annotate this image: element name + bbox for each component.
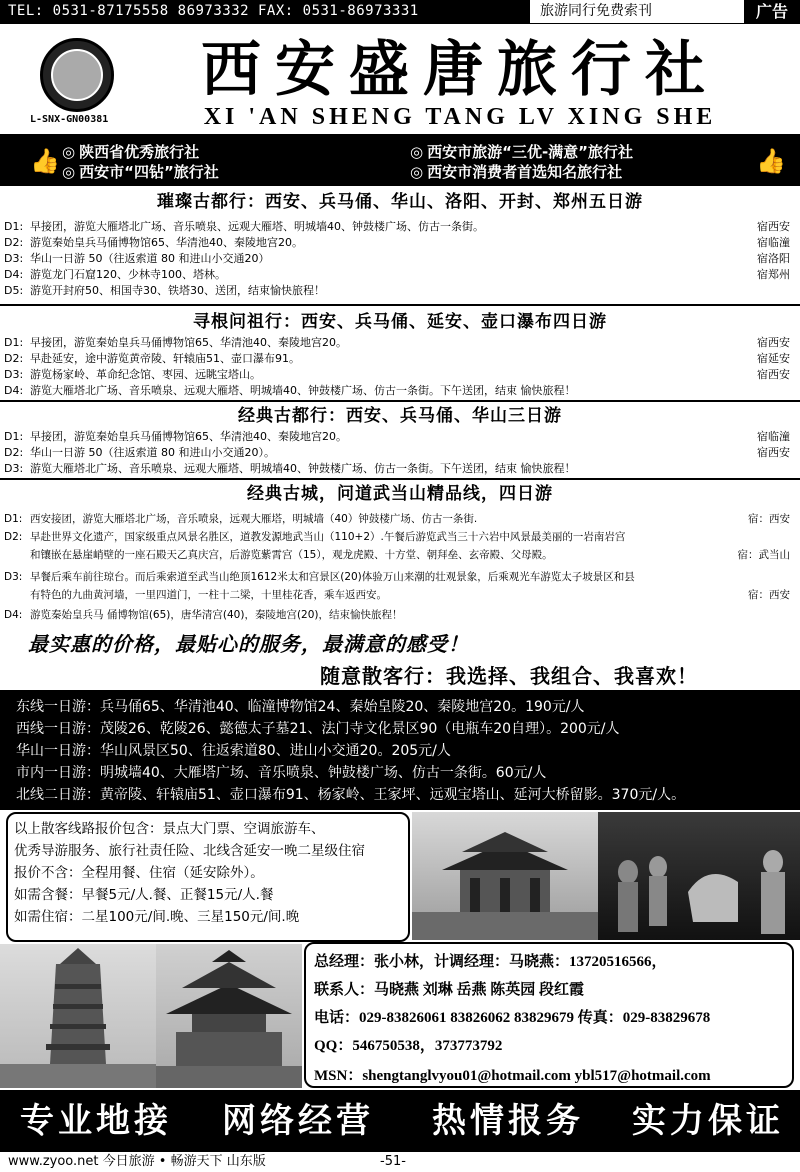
price-line: 市内一日游：明城墙40、大雁塔广场、音乐喷泉、钟鼓楼广场、仿古一条街。60元/人	[16, 765, 547, 781]
tour-title: 经典古城，问道武当山精品线，四日游	[247, 484, 553, 504]
price-includes-box	[6, 812, 410, 942]
footer-slogan: 实力保证	[632, 1101, 784, 1141]
footer-slogan: 热情报务	[432, 1101, 584, 1141]
divider	[0, 400, 800, 402]
company-pinyin: XI 'AN SHENG TANG LV XING SHE	[203, 104, 717, 130]
ad-badge: 广告	[744, 0, 800, 23]
footer-banner	[0, 1090, 800, 1152]
honor-item: ◎ 西安市“四钻”旅行社	[62, 162, 219, 182]
divider	[0, 304, 800, 306]
tour-title: 璀璨古都行：西安、兵马俑、华山、洛阳、开封、郑州五日游	[157, 192, 643, 212]
free-catalog-slogan: 旅游同行免费索刊	[540, 3, 652, 19]
diy-travel-slogan: 随意散客行：我选择、我组合、我喜欢！	[320, 664, 698, 688]
qq-line: QQ：546750538，373773792	[314, 1038, 503, 1054]
bell-tower-photo	[156, 944, 302, 1088]
page-number: -51-	[380, 1154, 406, 1169]
price-line: 东线一日游：兵马俑65、华清池40、临潼博物馆24、秦始皇陵20、秦陵地宫20。190元/人	[16, 699, 585, 715]
divider	[0, 478, 800, 480]
page-footer	[0, 1152, 800, 1172]
footer-slogan: 网络经营	[222, 1101, 374, 1141]
price-line: 北线二日游：黄帝陵、轩辕庙51、壶口瀑布91、杨家岭、王家坪、远观宝塔山、延河大桥留影。370元/人。	[16, 787, 686, 803]
phone-fax-line: 电话：029-83826061 83826062 83829679 传真：029-83829678	[314, 1010, 711, 1026]
include-line: 如需住宿：二星100元/间.晚、三星150元/间.晚	[14, 909, 300, 925]
thumbs-up-icon: 👍	[756, 147, 786, 175]
include-line: 以上散客线路报价包含：景点大门票、空调旅游车、	[14, 821, 325, 837]
price-line: 华山一日游：华山风景区50、往返索道80、进山小交通20。205元/人	[16, 743, 451, 759]
tour-block: 经典古都行：西安、兵马俑、华山三日游 D1: 早接团，游览秦始皇兵马俑博物馆65、华清池40、秦陵地宫20。 宿临潼 D2: 华山一日游 50（往返索道 80 和进山小交通20）。 宿西安 D3: 游览大雁塔北广场、音乐喷泉、远观大雁塔、明城墙40、钟鼓楼广场、仿古一条街。下午送团，结束 愉快旅程！	[0, 404, 800, 480]
honor-item: ◎ 西安市旅游“三优-满意”旅行社	[410, 142, 633, 162]
contact-box	[304, 942, 794, 1088]
include-line: 如需含餐：早餐5元/人.餐、正餐15元/人.餐	[14, 887, 274, 903]
tour-title: 经典古都行：西安、兵马俑、华山三日游	[238, 406, 562, 426]
tour-block: 璀璨古都行：西安、兵马俑、华山、洛阳、开封、郑州五日游 D1: 早接团，游览大雁塔北广场、音乐喷泉、远观大雁塔、明城墙40、钟鼓楼广场、仿古一条街。 宿西安 D2: 游览秦始皇兵马俑博物馆65、华清池40、秦陵地宫20。 宿临潼 D3: 华山一日游 50（往返索道 80 和进山小交通20） 宿洛阳 D4: 游览龙门石窟120、少林寺100、塔林。 宿郑州 D5: 游览开封府50、相国寺30、铁塔30、送团，结束愉快旅程！	[0, 190, 800, 302]
day-tour-prices	[0, 690, 800, 810]
thumbs-up-icon: 👍	[30, 147, 60, 175]
price-line: 西线一日游：茂陵26、乾陵26、懿德太子墓21、法门寺文化景区90（电瓶车20自理）。200元/人	[16, 721, 620, 737]
tour-title: 寻根问祖行：西安、兵马俑、延安、壶口瀑布四日游	[193, 312, 607, 332]
company-logo	[40, 38, 114, 112]
footer-slogan: 专业地接	[20, 1101, 172, 1141]
honors-banner	[0, 134, 800, 186]
honor-item: ◎ 陕西省优秀旅行社	[62, 142, 199, 162]
fax-tel-line: TEL: 0531-87175558 86973332 FAX: 0531-86973331	[0, 0, 530, 23]
honor-item: ◎ 西安市消费者首选知名旅行社	[410, 162, 622, 182]
licence-number: L-SNX-GN00381	[30, 114, 109, 125]
company-name: 西安盛唐旅行社	[201, 35, 719, 105]
big-wild-goose-pagoda-photo	[0, 944, 156, 1088]
magazine-credit: www.zyoo.net 今日旅游 • 畅游天下 山东版	[8, 1154, 266, 1169]
top-bar	[0, 0, 800, 24]
tour-block: 经典古城，问道武当山精品线，四日游 D1: 西安接团，游览大雁塔北广场，音乐喷泉，远观大雁塔，明城墙（40）钟鼓楼广场、仿古一条街. 宿：西安 D2: 早赴世界文化遗产，国家级重点风景名胜区，道教发源地武当山（110+2）.午餐后游览武当三十六岩中风景最美丽的一岩南岩宫 和镶嵌在悬崖峭壁的一座石殿天乙真庆宫，后游览紫霄宫（15），观龙虎殿、十方堂、朝拜垒、玄帝殿、父母殿。 宿：武当山 D3: 早餐后乘车前往琼台。而后乘索道至武当山绝顶1612米太和宫景区(20)体验万山来潮的壮观景象，后乘观光车游览太子坡景区和县 有特色的九曲黄河墙，一里四道门，一柱十二梁，十里桂花香，乘车返西安。 宿：西安 D4: 游览秦始皇兵马 俑博物馆(65)，唐华清宫(40)，秦陵地宫(20)，结束愉快旅程！	[0, 482, 800, 626]
include-line: 优秀导游服务、旅行社责任险、北线含延安一晚二星级住宿	[14, 843, 365, 859]
best-price-slogan: 最实惠的价格，最贴心的服务，最满意的感受！	[28, 632, 469, 656]
pavilion-photo	[412, 812, 598, 940]
tour-block: 寻根问祖行：西安、兵马俑、延安、壶口瀑布四日游 D1: 早接团，游览秦始皇兵马俑博物馆65、华清池40、秦陵地宫20。 宿西安 D2: 早赴延安，途中游览黄帝陵、轩辕庙51、壶口瀑布91。 宿延安 D3: 游览杨家岭、革命纪念馆、枣园、远眺宝塔山。 宿西安 D4: 游览大雁塔北广场、音乐喷泉、远观大雁塔、明城墙40、钟鼓楼广场、仿古一条街。下午送团，结束 愉快旅程！	[0, 310, 800, 400]
contact-persons: 联系人：马晓燕 刘琳 岳燕 陈英园 段红霞	[314, 982, 585, 998]
terracotta-warriors-photo	[598, 812, 800, 940]
include-line: 报价不含：全程用餐、住宿（延安除外）。	[14, 865, 264, 881]
manager-line: 总经理：张小林，计调经理：马晓燕：13720516566，	[314, 954, 667, 970]
msn-line: MSN：shengtanglvyou01@hotmail.com ybl517@hotmail.com	[314, 1068, 711, 1084]
